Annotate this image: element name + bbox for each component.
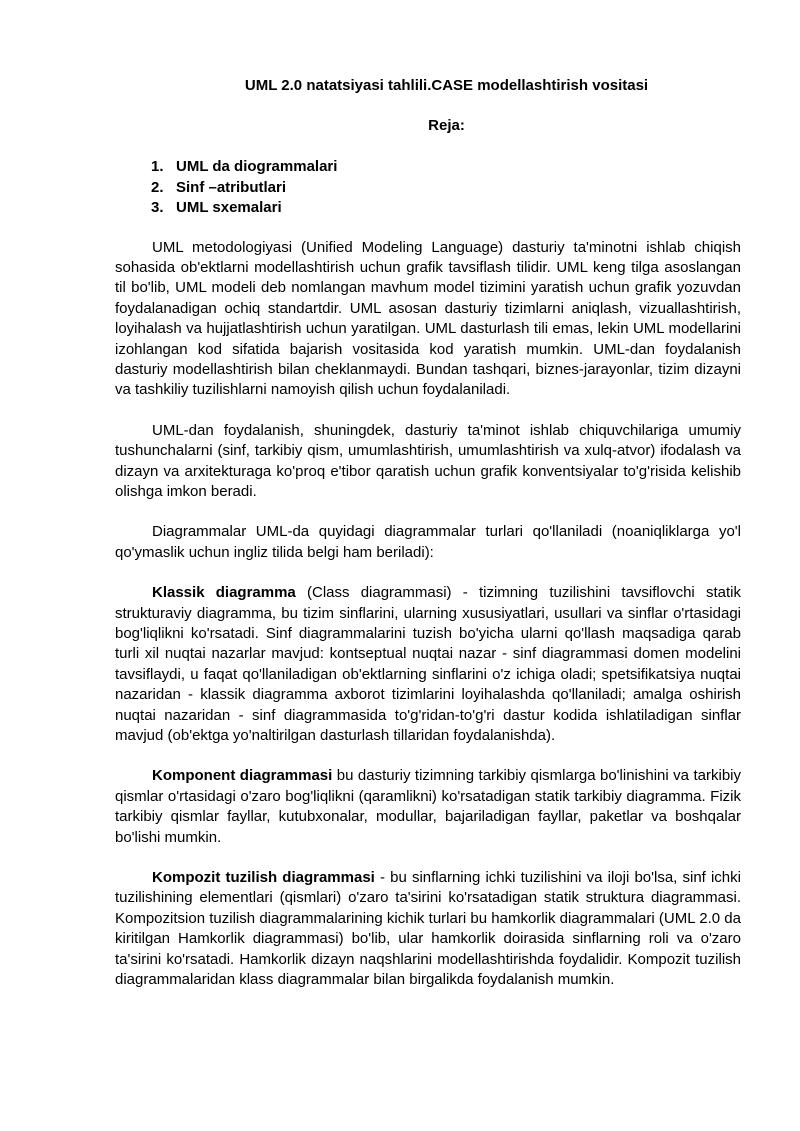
paragraph-text: bu dasturiy tizimning tarkibiy qismlarga bo'linishini va tarkibiy qismlar o'rtasidagi o'zaro bog'liqlikni (qaramlikni) ko'rsatadigan statik tarkibiy diagramma. Fizik tarkibiy qismlar fayllar, kutubxonalar, modullar, bajariladigan fayllar, paketlar va boshqalar bo'lishi mumkin. <box>115 767 741 846</box>
plan-list <box>115 157 741 219</box>
paragraph-component-diagram <box>115 766 741 848</box>
plan-heading: Reja: <box>428 117 465 134</box>
plan-item-number: 2. <box>151 178 164 196</box>
plan-item <box>151 198 741 219</box>
paragraph-term: Komponent diagrammasi <box>152 767 333 785</box>
plan-item-text: UML sxemalari <box>176 199 282 216</box>
paragraph-diagram-types <box>115 522 741 563</box>
paragraph-class-diagram <box>115 583 741 746</box>
paragraph-text: (Class diagrammasi) - tizimning tuzilishini tavsiflovchi statik strukturaviy diagramma, bu tizim sinflarini, ularning xususiyatlari, usullari va sinflar o'rtasidagi bog'liqlikni ko'rsatadi. Sinf diagrammalarini tuzish bo'yicha ularni qo'llash maqsadiga qarab turli xil nuqtai nazarlar mavjud: kontseptual nuqtai nazar - sinf diagrammasi domen modelini tavsiflaydi, u faqat qo'llaniladigan ob'ektlarning sinflarini o'z ichiga oladi; spetsifikatsiya nuqtai nazaridan - klassik diagramma axborot tizimlarini loyihalashda qo'llaniladi; amalga oshirish nuqtai nazaridan - sinf diagrammasida to'g'ridan-to'g'ri dastur kodida ishlatiladigan sinflar mavjud (ob'ektga yo'naltirilgan dasturlash tillaridan foydalanishda). <box>115 584 741 745</box>
paragraph-text: UML-dan foydalanish, shuningdek, dasturiy ta'minot ishlab chiquvchilariga umumiy tushunchalarni (sinf, tarkibiy qism, umumlashtirish, umumlashtirish va xulq-atvor) ifodalash va dizayn va arxitekturaga ko'proq e'tibor qaratish uchun grafik konventsiyalar to'g'risida kelishib olishga imkon beradi. <box>115 421 741 500</box>
paragraph-term: Kompozit tuzilish diagrammasi <box>152 869 375 887</box>
paragraph-uml-usage <box>115 421 741 503</box>
document-title: UML 2.0 natatsiyasi tahlili.CASE modellashtirish vositasi <box>244 77 649 94</box>
paragraph-composite-diagram <box>115 868 741 990</box>
plan-item <box>151 178 741 199</box>
plan-item-number: 3. <box>151 199 164 216</box>
plan-item-text: Sinf –atributlari <box>176 178 287 196</box>
plan-item-text: UML da diogrammalari <box>176 158 338 175</box>
paragraph-text: Diagrammalar UML-da quyidagi diagrammalar turlari qo'llaniladi (noaniqliklarga yo'l qo'ymaslik uchun ingliz tilida belgi ham beriladi): <box>115 523 741 561</box>
paragraph-text: UML metodologiyasi (Unified Modeling Language) dasturiy ta'minotni ishlab chiqish sohasida ob'ektlarni modellashtirish uchun grafik tavsiflash tilidir. UML keng tilga asoslangan til bo'lib, UML modeli deb nomlangan mavhum model tizimini yaratish uchun grafik yozuvdan foydalanadigan ochiq standartdir. UML asosan dasturiy tizimlarni aniqlash, vizuallashtirish, loyihalash va hujjatlashtirish uchun yaratilgan. UML dasturlash tili emas, lekin UML modellarini izohlangan kod sifatida bajarish vositasida kod yaratish mumkin. UML-dan foydalanish dasturiy modellashtirish bilan cheklanmaydi. Bundan tashqari, biznes-jarayonlar, tizim dizayni va tashkiliy tuzilishlarni namoyish qilish uchun foydalaniladi. <box>115 238 741 399</box>
plan-item <box>151 157 741 178</box>
plan-item-number: 1. <box>151 158 164 175</box>
paragraph-text: - bu sinflarning ichki tuzilishini va iloji bo'lsa, sinf ichki tuzilishining elementlari (qismlari) o'zaro ta'sirini ko'rsatadigan statik struktura diagrammasi. Kompozitsion tuzilish diagrammalarining kichik turlari bu hamkorlik diagrammalari (UML 2.0 da kiritilgan Hamkorlik diagrammasi) bo'lib, ular hamkorlik doirasida sinflarning roli va o'zaro ta'sirini ko'rsatadi. Hamkorlik dizayn naqshlarini modellashtirishda foydalidir. Kompozit tuzilish diagrammalaridan klass diagrammalar bilan birgalikda foydalanish mumkin. <box>115 869 741 989</box>
paragraph-uml-intro <box>115 238 741 401</box>
document-page <box>115 76 741 991</box>
paragraph-term: Klassik diagramma <box>152 584 296 602</box>
